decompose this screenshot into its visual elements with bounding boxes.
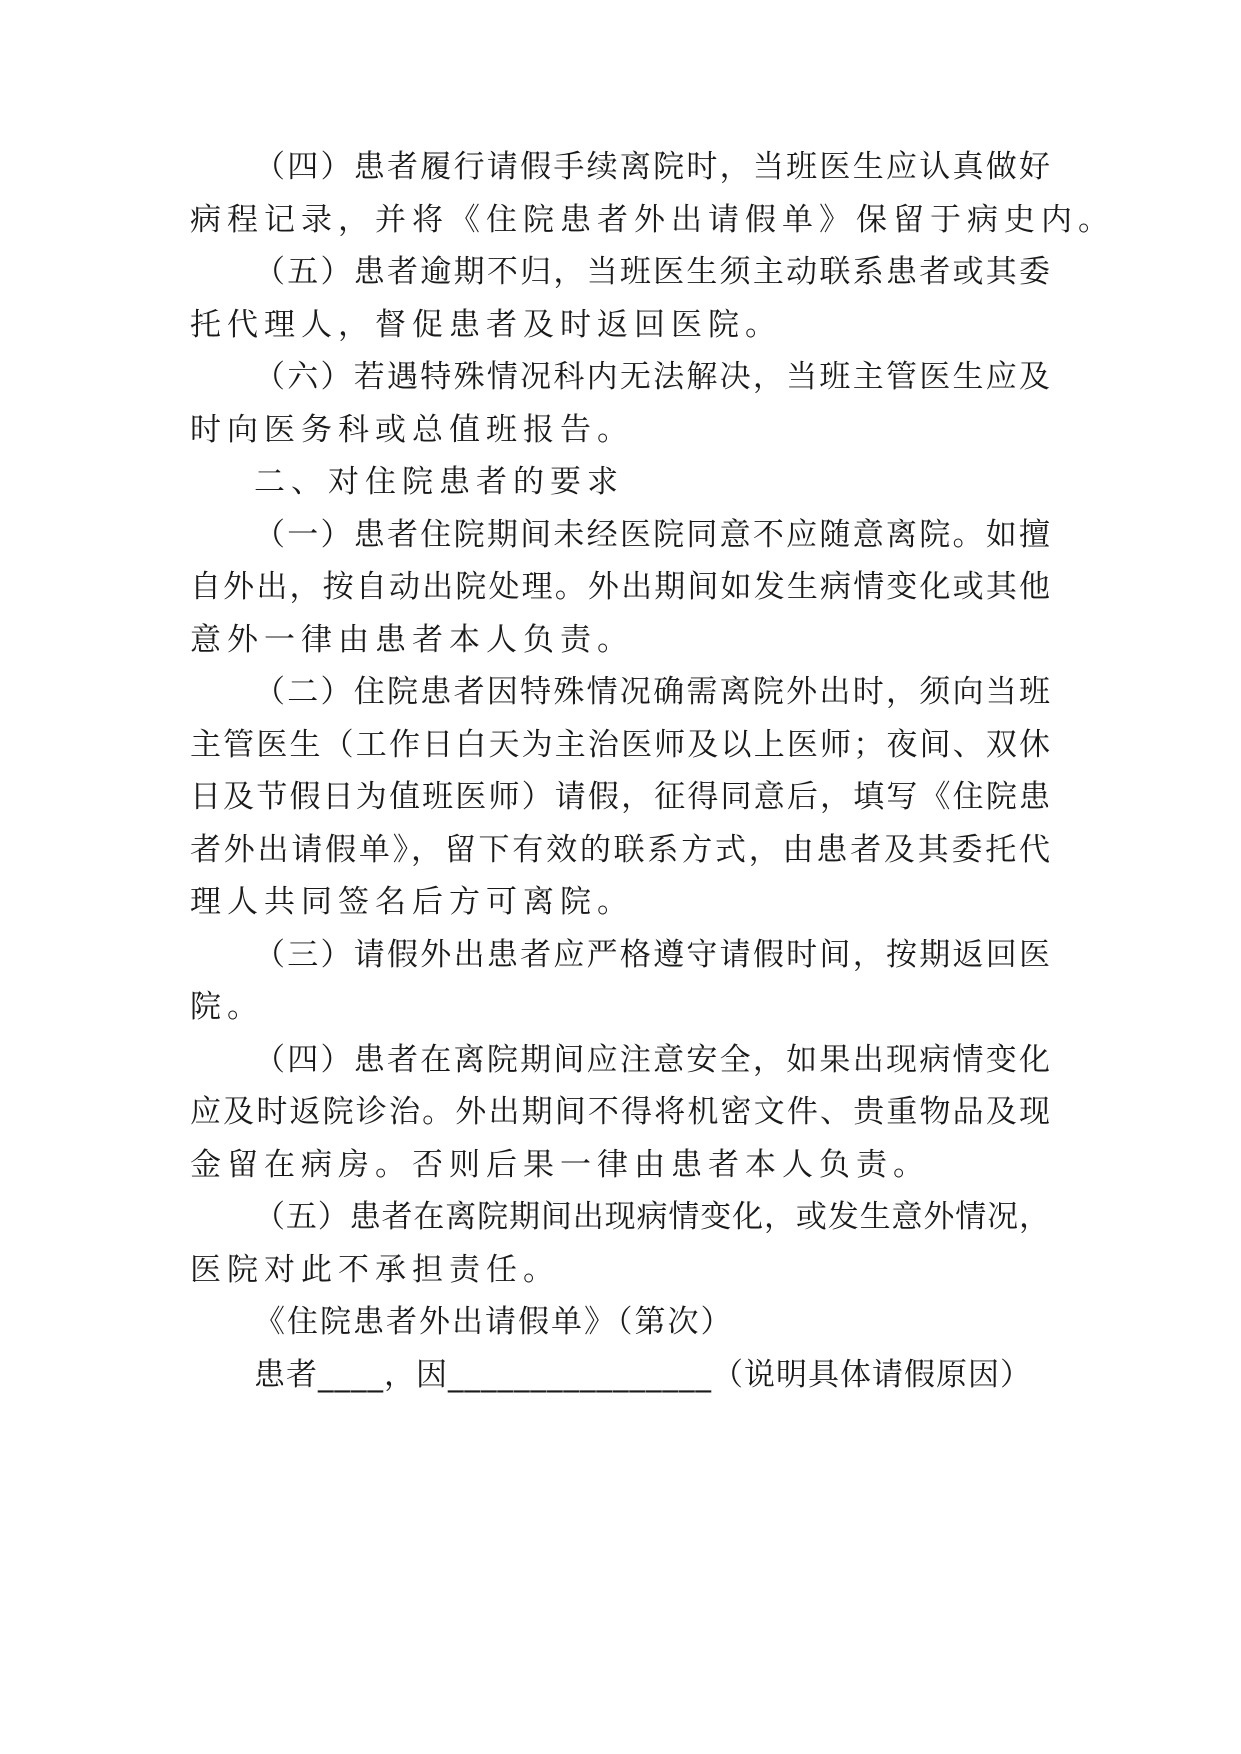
paragraph-line: （二）住院患者因特殊情况确需离院外出时，须向当班: [254, 674, 1050, 710]
paragraph-line: 托代理人，督促患者及时返回医院。: [190, 307, 782, 343]
paragraph-line: 金留在病房。否则后果一律由患者本人负责。: [190, 1147, 930, 1183]
paragraph-line: 主管医生（工作日白天为主治医师及以上医师；夜间、双休: [190, 727, 1050, 763]
paragraph-line: 应及时返院诊治。外出期间不得将机密文件、贵重物品及现: [190, 1094, 1050, 1130]
paragraph-line: （三）请假外出患者应严格遵守请假时间，按期返回医: [254, 937, 1050, 973]
paragraph-line: （一）患者住院期间未经医院同意不应随意离院。如擅: [254, 517, 1050, 553]
section-heading: 二、对住院患者的要求: [254, 464, 624, 500]
paragraph-line: 病程记录，并将《住院患者外出请假单》保留于病史内。: [190, 202, 1115, 238]
paragraph-line: （四）患者在离院期间应注意安全，如果出现病情变化: [254, 1042, 1050, 1078]
paragraph-line: （五）患者逾期不归，当班医生须主动联系患者或其委: [254, 254, 1050, 290]
paragraph-line: 意外一律由患者本人负责。: [190, 622, 634, 658]
paragraph-line: 日及节假日为值班医师）请假，征得同意后，填写《住院患: [190, 779, 1050, 815]
paragraph-line: 时向医务科或总值班报告。: [190, 412, 634, 448]
paragraph-line: 医院对此不承担责任。: [190, 1252, 560, 1288]
paragraph-line: 者外出请假单》，留下有效的联系方式，由患者及其委托代: [190, 832, 1050, 868]
paragraph-line: （四）患者履行请假手续离院时，当班医生应认真做好: [254, 149, 1050, 185]
paragraph-line: 理人共同签名后方可离院。: [190, 884, 634, 920]
paragraph-line: （六）若遇特殊情况科内无法解决，当班主管医生应及: [254, 359, 1050, 395]
paragraph-line: （五）患者在离院期间出现病情变化，或发生意外情况，: [254, 1199, 1050, 1235]
paragraph-line: 院。: [190, 989, 264, 1025]
form-title: 《住院患者外出请假单》（第次）: [254, 1304, 734, 1340]
form-line: 患者____，因________________（说明具体请假原因）: [254, 1357, 1032, 1393]
paragraph-line: 自外出，按自动出院处理。外出期间如发生病情变化或其他: [190, 569, 1050, 605]
